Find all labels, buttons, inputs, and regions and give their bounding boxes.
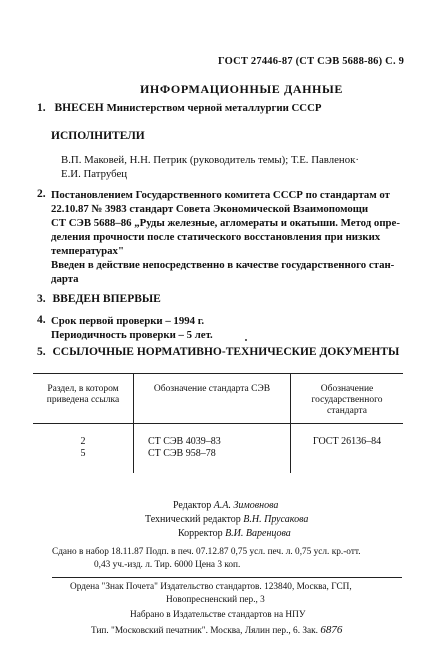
table-cell: [134, 424, 291, 474]
section-number: 3.: [37, 293, 46, 305]
cmea-standard: СТ СЭВ 958–78: [148, 447, 216, 459]
printing-house-line: [91, 624, 342, 636]
order-number: 6876: [320, 624, 343, 636]
section-2-line: Постановлением Государственного комитета СССР по стандартам от: [51, 189, 390, 201]
page-title: ИНФОРМАЦИОННЫЕ ДАННЫЕ: [140, 82, 343, 96]
section-3: [37, 293, 161, 305]
reference-table: [33, 373, 403, 473]
review-period: Периодичность проверки – 5 лет.: [51, 329, 213, 341]
publisher-line-1: Ордена "Знак Почета" Издательство стандартов. 123840, Москва, ГСП,: [70, 582, 352, 592]
table-cell: [291, 424, 404, 474]
section-number: 1.: [37, 102, 46, 114]
proofreader-line: [178, 528, 291, 539]
stray-mark: [245, 339, 247, 341]
cmea-standard: СТ СЭВ 4039–83: [148, 436, 221, 447]
section-2-number: 2.: [37, 188, 46, 200]
column-header: Обозначение стандарта СЭВ: [134, 374, 291, 424]
publisher-line-2: Новопресненский пер., 3: [166, 595, 265, 605]
tech-editor-line: [145, 514, 308, 525]
column-header: Раздел, в котором приведена ссылка: [33, 374, 134, 424]
section-2-line: Введен в действие непосредственно в качестве государственного стан-: [51, 259, 395, 271]
performers-line-1: В.П. Маковей, Н.Н. Петрик (руководитель темы); Т.Е. Павленок·: [61, 154, 359, 166]
section-5-text: ССЫЛОЧНЫЕ НОРМАТИВНО-ТЕХНИЧЕСКИЕ ДОКУМЕНТЫ: [52, 346, 400, 358]
print-info-line-1: Сдано в набор 18.11.87 Подп. в печ. 07.12.87 0,75 усл. печ. л. 0,75 усл. кр.-отт.: [52, 547, 361, 557]
column-header: Обозначение государственного стандарта: [291, 374, 404, 424]
performers-title: ИСПОЛНИТЕЛИ: [51, 130, 145, 142]
typeset-line: Набрано в Издательстве стандартов на НПУ: [130, 610, 306, 620]
proofreader-label: Корректор: [178, 528, 223, 539]
print-info-line-2: 0,43 уч.-изд. л. Тир. 6000 Цена 3 коп.: [94, 560, 241, 570]
section-5: [37, 346, 399, 358]
section-ref: 5: [80, 447, 86, 459]
section-1-head: ВНЕСЕН: [54, 102, 104, 114]
gost-standard: ГОСТ 26136–84: [312, 436, 382, 447]
table-row: [33, 424, 403, 474]
section-1-text: Министерством черной металлургии СССР: [106, 102, 322, 114]
section-3-text: ВВЕДЕН ВПЕРВЫЕ: [52, 293, 161, 305]
printing-house-text: Тип. "Московский печатник". Москва, Лялин пер., 6. Зак.: [91, 626, 318, 636]
page-header: ГОСТ 27446-87 (СТ СЭВ 5688-86) С. 9: [218, 56, 405, 67]
proofreader-name: В.И. Варенцова: [225, 528, 291, 539]
divider: [52, 577, 402, 578]
section-ref: 2: [80, 436, 86, 447]
editor-label: Редактор: [173, 500, 212, 511]
section-number: 5.: [37, 346, 46, 358]
tech-editor-label: Технический редактор: [145, 514, 241, 525]
section-2-line: СТ СЭВ 5688–86 „Руды железные, агломераты и окатыши. Метод опре-: [51, 217, 400, 229]
review-term: Срок первой проверки – 1994 г.: [51, 315, 205, 327]
table-header-row: [33, 374, 403, 424]
section-2-line: дарта: [51, 273, 79, 285]
section-2-line: температурах": [51, 245, 124, 257]
section-2-line: 22.10.87 № 3983 стандарт Совета Экономической Взаимопомощи: [51, 203, 369, 215]
performers-line-2: Е.И. Патрубец: [61, 168, 128, 180]
section-2-line: деления прочности после статического восстановления при низких: [51, 231, 381, 243]
table-cell: [33, 424, 134, 474]
section-1: [37, 102, 322, 114]
editor-line: [173, 500, 278, 511]
section-4-number: 4.: [37, 314, 46, 326]
tech-editor-name: В.Н. Прусакова: [243, 514, 309, 525]
editor-name: А.А. Зимовнова: [213, 500, 279, 511]
